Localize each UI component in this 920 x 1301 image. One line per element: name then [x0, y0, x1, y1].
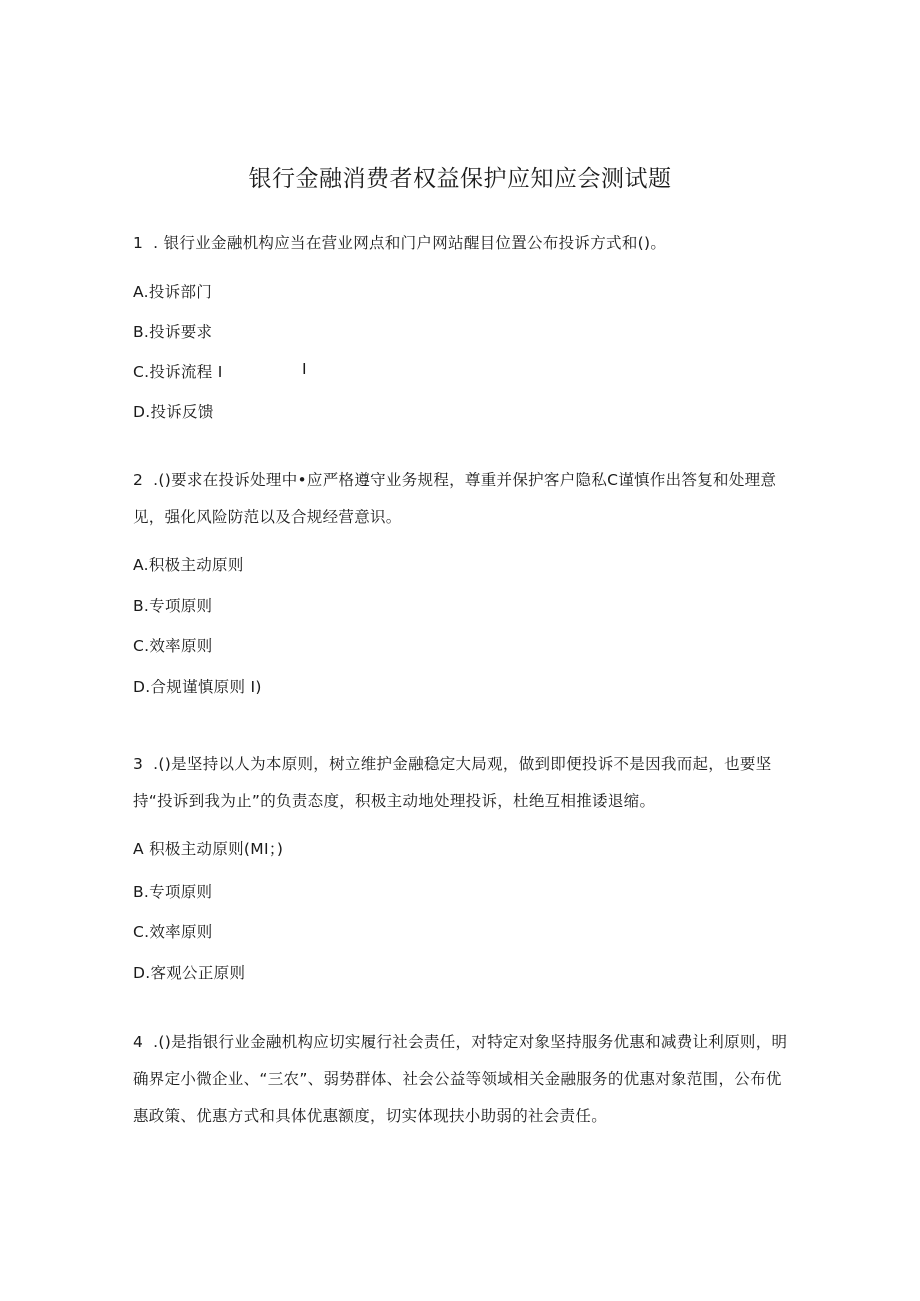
- question-number: 3: [133, 755, 144, 773]
- question-2-option-d: D.合规谨慎原则 I): [133, 678, 262, 696]
- question-3: [133, 746, 793, 820]
- question-number: 2: [133, 471, 144, 489]
- stray-mark: I: [302, 360, 307, 378]
- question-2-option-b: B.专项原则: [133, 597, 213, 615]
- question-1-option-d: D.投诉反馈: [133, 403, 214, 421]
- question-text: .()是指银行业金融机构应切实履行社会责任，对特定对象坚持服务优惠和减费让利原则，明确界定小微企业、“三农”、弱势群体、社会公益等领域相关金融服务的优惠对象范围，公布优惠政策、优惠方式和具体优惠额度，切实体现扶小助弱的社会责任。: [133, 1033, 788, 1125]
- question-2-option-a: A.积极主动原则: [133, 556, 244, 574]
- question-3-option-d: D.客观公正原则: [133, 964, 246, 982]
- question-3-option-c: C.效率原则: [133, 923, 213, 941]
- question-text: . 银行业金融机构应当在营业网点和门户网站醒目位置公布投诉方式和()。: [153, 234, 667, 252]
- question-number: 4: [133, 1033, 144, 1051]
- question-3-option-a: A 积极主动原则(MI；): [133, 840, 284, 858]
- question-1-option-b: B.投诉要求: [133, 323, 213, 341]
- question-number: 1: [133, 234, 144, 252]
- question-3-option-b: B.专项原则: [133, 883, 213, 901]
- question-2-option-c: C.效率原则: [133, 637, 213, 655]
- question-2: [133, 462, 793, 536]
- question-1-option-a: A.投诉部门: [133, 283, 213, 301]
- question-1: [133, 225, 793, 262]
- page-title: 银行金融消费者权益保护应知应会测试题: [248, 166, 672, 192]
- question-4: [133, 1024, 793, 1135]
- question-text: .()是坚持以人为本原则，树立维护金融稳定大局观，做到即便投诉不是因我而起，也要坚持“投诉到我为止”的负责态度，积极主动地处理投诉，杜绝互相推诿退缩。: [133, 755, 772, 810]
- question-1-option-c: C.投诉流程 I: [133, 363, 223, 381]
- question-text: .()要求在投诉处理中•应严格遵守业务规程，尊重并保护客户隐私C谨慎作出答复和处理意见，强化风险防范以及合规经营意识。: [133, 471, 777, 526]
